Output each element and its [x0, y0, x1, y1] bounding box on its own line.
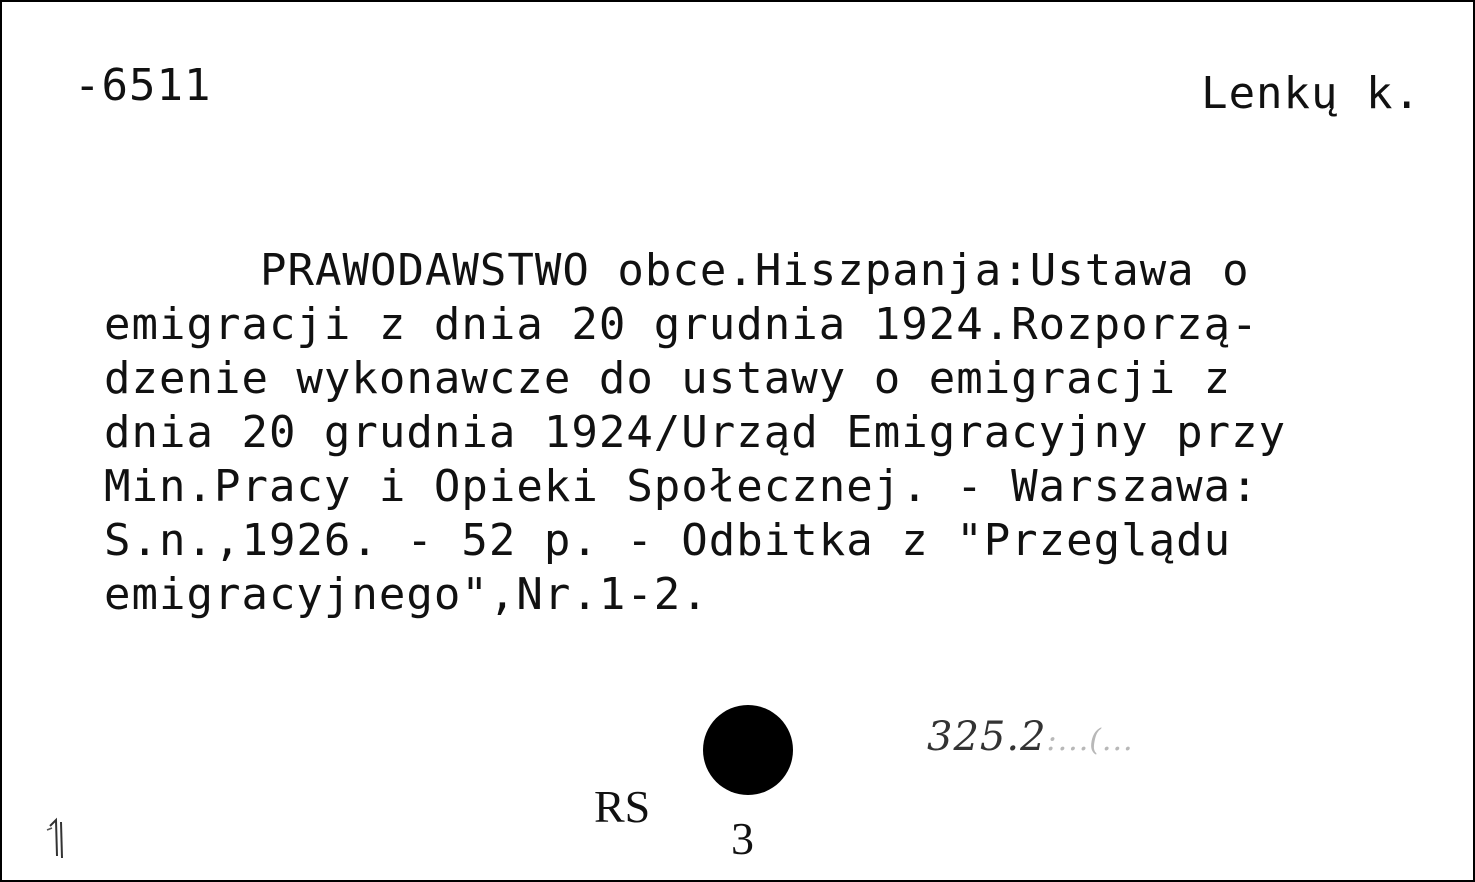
call-number: -6511	[74, 60, 212, 111]
handwritten-classification	[927, 714, 1134, 760]
location-code: RS	[594, 781, 651, 832]
bibliographic-description	[104, 244, 1434, 622]
subject-heading: Lenkų k.	[1201, 68, 1421, 119]
description-line: PRAWODAWSTWO obce.Hiszpanja:Ustawa o	[260, 245, 1250, 296]
description-line: dzenie wykonawcze do ustawy o emigracji z	[104, 353, 1232, 404]
box-number: 3	[731, 813, 754, 864]
description-line: emigracji z dnia 20 grudnia 1924.Rozporzą-	[104, 299, 1259, 350]
description-line: emigracyjnego",Nr.1-2.	[104, 569, 709, 620]
description-line: dnia 20 grudnia 1924/Urząd Emigracyjny przy	[104, 407, 1287, 458]
classification-faint-text: :...(...	[1046, 723, 1134, 758]
pencil-mark-icon	[42, 812, 72, 862]
description-line: S.n.,1926. - 52 p. - Odbitka z "Przeglądu	[104, 515, 1232, 566]
description-line: Min.Pracy i Opieki Społecznej. - Warszawa:	[104, 461, 1259, 512]
classification-number: 325.2	[927, 714, 1047, 760]
punch-hole-dot	[703, 705, 793, 795]
